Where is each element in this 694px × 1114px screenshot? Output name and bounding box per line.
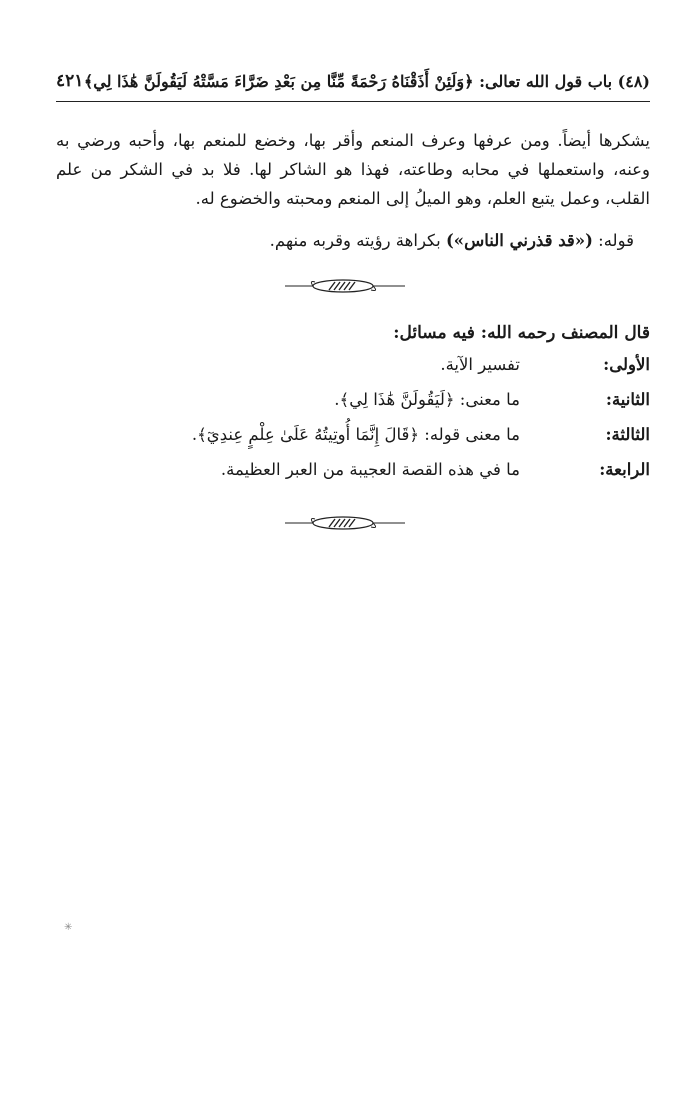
quote-line — [56, 226, 634, 255]
issue-text: ما معنى قوله: ﴿قَالَ إِنَّمَا أُوتِيتُهُ عَلَىٰ عِلْمٍ عِندِيٓ﴾. — [191, 425, 520, 444]
issue-label: الرابعة: — [599, 460, 650, 479]
issue-label: الثالثة: — [605, 425, 650, 444]
header-rule — [56, 101, 650, 102]
quote-prefix: قوله: — [592, 231, 634, 250]
quote-suffix: بكراهة رؤيته وقربه منهم. — [269, 231, 446, 250]
author-line: قال المصنف رحمه الله: فيه مسائل: — [393, 323, 650, 343]
running-header — [56, 66, 650, 96]
issue-text: تفسير الآية. — [440, 355, 520, 374]
issue-label: الثانية: — [605, 390, 650, 409]
issue-row — [56, 460, 650, 495]
paragraph-text: يشكرها أيضاً. ومن عرفها وعرف المنعم وأقر بها، وخضع للمنعم بها، وأحبه ورضي به وعنه، واستعملها في محابه وطاعته، فهذا هو الشاكر لها. فلا بد في الشكر من علم القلب، وعمل يتبع العلم، وهو الميلُ إلى المنعم ومحبته والخضوع له. — [56, 131, 650, 208]
quote-bold: («قد قذرني الناس») — [446, 231, 593, 250]
scan-speck: ✳ — [64, 922, 73, 933]
issue-label: الأولى: — [603, 355, 650, 374]
section-divider-ornament — [285, 276, 405, 296]
issue-text: ما في هذه القصة العجيبة من العبر العظيمة. — [220, 460, 520, 479]
issue-row — [56, 355, 650, 390]
chapter-title: (٤٨) باب قول الله تعالى: ﴿وَلَئِنْ أَذَقْنَاهُ رَحْمَةً مِّنَّا مِن بَعْدِ ضَرَّاءَ مَسَّتْهُ لَيَقُولَنَّ هَٰذَا لِي﴾ — [83, 71, 650, 91]
section-divider-ornament — [285, 513, 405, 533]
issue-row — [56, 425, 650, 460]
page-number: ٤٢١ — [56, 71, 84, 91]
body-paragraph — [56, 126, 650, 213]
issue-text: ما معنى: ﴿لَيَقُولَنَّ هَٰذَا لِي﴾. — [334, 390, 520, 409]
issues-list — [56, 355, 650, 495]
issue-row — [56, 390, 650, 425]
